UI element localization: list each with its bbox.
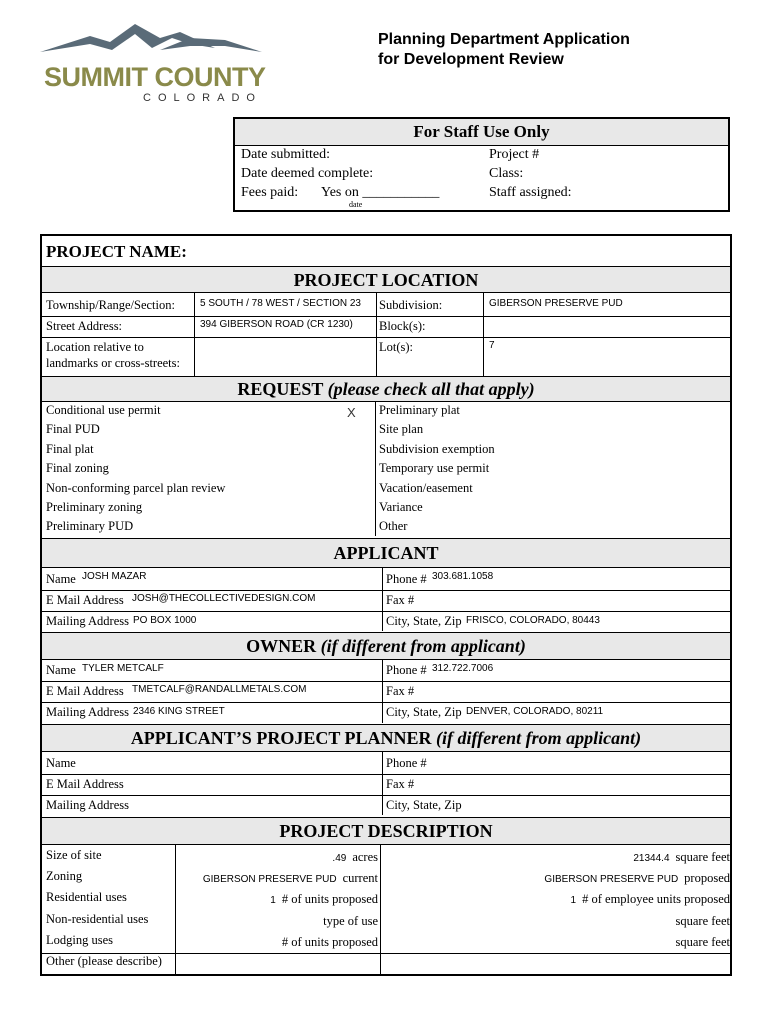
request-title: REQUEST — [237, 379, 324, 399]
planner-csz-label: City, State, Zip — [386, 798, 462, 812]
applicant-fax-label: Fax # — [386, 593, 415, 607]
request-option[interactable]: Final zoning — [46, 461, 109, 476]
applicant-email-label: E Mail Address — [46, 593, 124, 607]
description-left-cell[interactable] — [282, 933, 378, 951]
lots-label: Lot(s): — [379, 340, 414, 354]
title-line-2: for Development Review — [378, 51, 564, 68]
description-right-unit: square feet — [675, 934, 730, 949]
owner-phone-input[interactable]: 312.722.7006 — [432, 663, 494, 674]
owner-phone-label: Phone # — [386, 663, 427, 677]
request-option[interactable]: Non-conforming parcel plan review — [46, 480, 226, 495]
description-row-label: Other (please describe) — [46, 954, 162, 968]
description-left-cell[interactable] — [270, 890, 378, 908]
location-relative-label-1: Location relative to — [46, 340, 144, 354]
applicant-phone-input[interactable]: 303.681.1058 — [432, 571, 494, 582]
owner-header — [42, 632, 730, 660]
org-name: SUMMIT COUNTY — [44, 62, 266, 92]
description-right-cell[interactable] — [633, 848, 730, 866]
description-right-value[interactable]: GIBERSON PRESERVE PUD — [544, 874, 679, 886]
applicant-mail-label: Mailing Address — [46, 614, 129, 628]
request-option[interactable]: Variance — [379, 500, 423, 514]
request-option[interactable]: Conditional use permit — [46, 403, 161, 417]
request-title-note: (please check all that apply) — [327, 379, 535, 399]
project-number-label: Project # — [489, 147, 540, 162]
request-option[interactable]: Site plan — [379, 422, 424, 437]
subdivision-label: Subdivision: — [379, 298, 443, 312]
applicant-name-label: Name — [46, 572, 76, 586]
description-row-label: Zoning — [46, 869, 83, 884]
planner-name-label: Name — [46, 756, 76, 770]
applicant-csz-label: City, State, Zip — [386, 614, 462, 628]
description-row-label: Residential uses — [46, 890, 127, 905]
applicant-email-input[interactable]: JOSH@THECOLLECTIVEDESIGN.COM — [132, 593, 316, 604]
owner-email-label: E Mail Address — [46, 684, 124, 698]
description-left-unit: current — [342, 871, 378, 886]
request-option[interactable]: Final PUD — [46, 422, 100, 437]
date-caption: date — [349, 200, 363, 209]
description-right-cell[interactable] — [544, 869, 730, 887]
request-option[interactable]: Temporary use permit — [379, 461, 490, 476]
description-left-value[interactable]: 1 — [270, 895, 276, 907]
street-address-input[interactable]: 394 GIBERSON ROAD (CR 1230) — [200, 319, 353, 330]
owner-title-note: (if different from applicant) — [320, 636, 526, 656]
trs-label: Township/Range/Section: — [46, 298, 175, 312]
planner-phone-label: Phone # — [386, 756, 427, 770]
class-label: Class: — [489, 166, 524, 181]
description-left-unit: acres — [352, 850, 378, 864]
project-name-input[interactable] — [192, 238, 728, 264]
date-submitted-label: Date submitted: — [241, 147, 331, 162]
project-name-label: PROJECT NAME: — [46, 242, 187, 261]
applicant-header: APPLICANT — [42, 538, 730, 568]
location-relative-label-2: landmarks or cross-streets: — [46, 356, 180, 370]
yes-on-field[interactable]: Yes on ___________ — [321, 185, 440, 200]
date-complete-label: Date deemed complete: — [241, 166, 374, 181]
description-row-label: Non-residential uses — [46, 911, 149, 926]
fees-paid-label: Fees paid: — [241, 185, 299, 200]
owner-email-input[interactable]: TMETCALF@RANDALLMETALS.COM — [132, 684, 307, 695]
description-right-unit: # of employee units proposed — [582, 892, 730, 907]
description-left-unit: # of units proposed — [281, 892, 378, 907]
description-left-cell[interactable] — [332, 848, 378, 866]
description-row-label: Lodging uses — [46, 932, 114, 947]
staff-box-title: For Staff Use Only — [235, 119, 728, 146]
request-option[interactable]: Preliminary zoning — [46, 500, 143, 514]
owner-title: OWNER — [246, 636, 317, 656]
description-left-unit: # of units proposed — [281, 934, 378, 949]
owner-name-label: Name — [46, 663, 76, 677]
request-option[interactable]: Subdivision exemption — [379, 441, 495, 456]
planner-title-note: (if different from applicant) — [436, 728, 642, 748]
org-subtitle: COLORADO — [143, 92, 262, 104]
lots-input[interactable]: 7 — [489, 340, 495, 351]
planner-mail-label: Mailing Address — [46, 798, 129, 812]
planner-fax-label: Fax # — [386, 777, 415, 791]
description-right-value[interactable]: 21344.4 — [633, 853, 670, 864]
description-row-label: Size of site — [46, 848, 102, 862]
application-form — [40, 234, 732, 976]
applicant-name-input[interactable]: JOSH MAZAR — [82, 571, 147, 582]
description-left-cell[interactable] — [203, 869, 378, 887]
description-left-unit: type of use — [323, 913, 378, 928]
owner-name-input[interactable]: TYLER METCALF — [82, 663, 164, 674]
blocks-input[interactable] — [484, 318, 728, 336]
description-right-cell[interactable] — [676, 912, 730, 930]
applicant-mail-input[interactable]: PO BOX 1000 — [133, 615, 197, 626]
description-left-value[interactable]: .49 — [332, 853, 347, 864]
applicant-phone-label: Phone # — [386, 572, 427, 586]
request-option[interactable]: Preliminary plat — [379, 403, 460, 417]
owner-mail-input[interactable]: 2346 KING STREET — [133, 706, 225, 717]
location-relative-input[interactable] — [195, 338, 375, 376]
trs-input[interactable]: 5 SOUTH / 78 WEST / SECTION 23 — [200, 298, 361, 309]
project-location-header: PROJECT LOCATION — [42, 266, 730, 293]
project-description-header: PROJECT DESCRIPTION — [42, 817, 730, 845]
street-address-label: Street Address: — [46, 319, 123, 333]
blocks-label: Block(s): — [379, 319, 426, 333]
description-right-cell[interactable] — [571, 890, 730, 908]
description-left-cell[interactable] — [323, 912, 378, 930]
applicant-csz-input[interactable]: FRISCO, COLORADO, 80443 — [466, 615, 600, 626]
planner-header — [42, 724, 730, 752]
request-option[interactable]: Other — [379, 519, 408, 534]
request-option[interactable]: Preliminary PUD — [46, 519, 134, 534]
planner-email-label: E Mail Address — [46, 777, 124, 791]
description-right-unit: square feet — [675, 913, 730, 928]
conditional-use-check-mark[interactable]: X — [347, 405, 356, 420]
owner-fax-label: Fax # — [386, 684, 415, 698]
request-option[interactable]: Vacation/easement — [379, 480, 473, 495]
title-line-1: Planning Department Application — [378, 31, 630, 48]
owner-csz-label: City, State, Zip — [386, 705, 462, 719]
description-right-cell[interactable] — [676, 933, 730, 951]
subdivision-input[interactable]: GIBERSON PRESERVE PUD — [489, 298, 623, 309]
staff-use-box — [233, 117, 730, 212]
owner-mail-label: Mailing Address — [46, 705, 129, 719]
owner-csz-input[interactable]: DENVER, COLORADO, 80211 — [466, 706, 604, 717]
description-right-value[interactable]: 1 — [570, 895, 577, 907]
staff-assigned-label: Staff assigned: — [489, 185, 572, 200]
description-right-unit: proposed — [684, 871, 730, 886]
document-title — [378, 30, 630, 70]
description-left-value[interactable]: GIBERSON PRESERVE PUD — [202, 874, 337, 886]
description-right-unit: square feet — [675, 850, 730, 864]
request-header — [42, 376, 730, 402]
planner-title: APPLICANT’S PROJECT PLANNER — [130, 728, 432, 748]
request-option[interactable]: Final plat — [46, 441, 94, 456]
